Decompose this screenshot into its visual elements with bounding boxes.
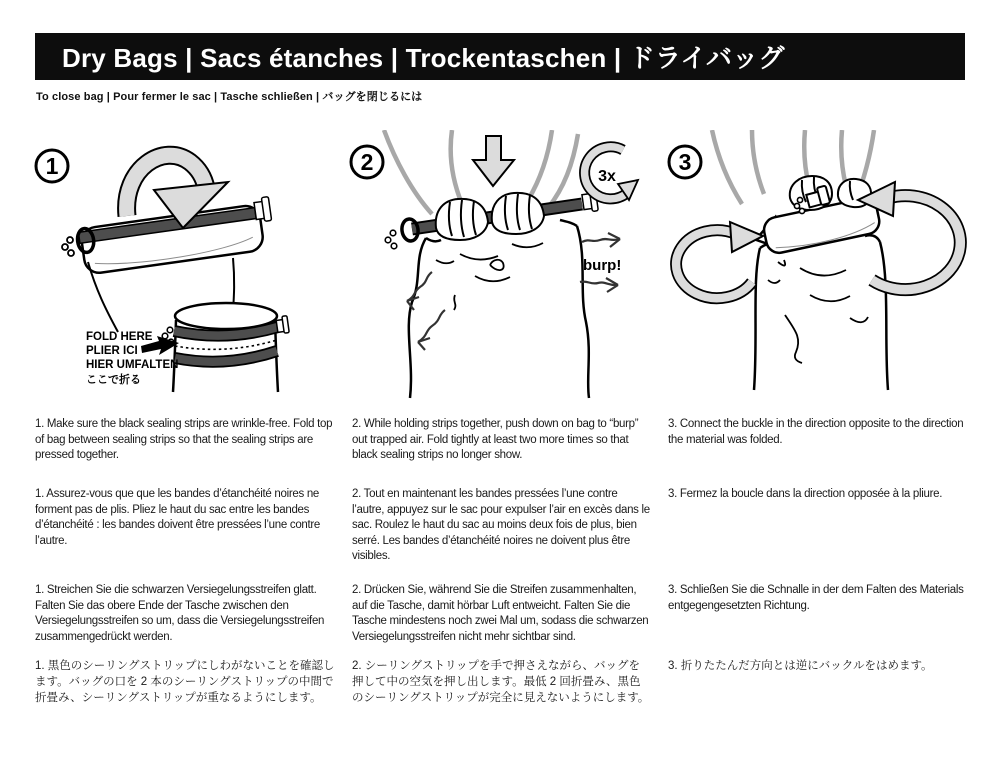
svg-text:HIER UMFALTEN: HIER UMFALTEN xyxy=(86,359,179,371)
step3-number-badge xyxy=(669,146,701,178)
burp-label: burp! xyxy=(583,257,622,274)
instruction-de-step2: 2. Drücken Sie, während Sie die Streifen zusammenhalten, auf die Tasche, damit hörbar Luft entweicht. Falten Sie die Tasche mindestens noch zwei Mal um, sodass die schwarzen Versiegelungsstreifen nicht mehr sichtbar sind. xyxy=(352,584,649,643)
instruction-ja-step2: 2. シーリングストリップを手で押さえながら、バッグを押して中の空気を押し出します。最低 2 回折畳み、黒色のシーリングストリップが完全に見えないようにします。 xyxy=(352,660,650,704)
page-title: Dry Bags | Sacs étanches | Trockentaschen | ドライバッグ xyxy=(62,43,785,73)
instruction-en-step3: 3. Connect the buckle in the direction opposite to the direction the material was folded. xyxy=(668,418,964,446)
svg-text:FOLD HERE: FOLD HERE xyxy=(86,331,153,343)
instruction-fr-step2: 2. Tout en maintenant les bandes pressées l’une contre l’autre, appuyez sur le sac pour expulser l’air en excès dans le sac. Roulez le haut du sac au moins deux fois de plus, bien serré. Les bandes d’étanchéité noires ne doivent plus être visibles. xyxy=(352,488,650,562)
step1-figure xyxy=(30,140,330,405)
instruction-en-step2: 2. While holding strips together, push down on bag to “burp” out trapped air. Fold tightly at least two more times so that black sealing strips no longer show. xyxy=(352,418,639,461)
instruction-de-step3: 3. Schließen Sie die Schnalle in der dem Falten des Materials entgegengesetzten Richtung. xyxy=(668,584,964,612)
bag-wrinkle-lines xyxy=(768,260,868,363)
instruction-ja-step3: 3. 折りたたんだ方向とは逆にバックルをはめます。 xyxy=(668,660,933,672)
rotate-3x-icon xyxy=(585,147,638,200)
svg-text:1: 1 xyxy=(45,153,59,179)
instructions-grid xyxy=(35,417,975,706)
buckle-prongs-icon xyxy=(62,237,74,256)
svg-text:ここで折る: ここで折る xyxy=(86,374,141,386)
step2-number-badge xyxy=(351,146,383,178)
step1-number-badge xyxy=(36,150,68,182)
svg-text:2: 2 xyxy=(360,149,374,175)
step2-figure xyxy=(340,130,650,400)
instruction-de-step1: 1. Streichen Sie die schwarzen Versiegelungsstreifen glatt. Falten Sie das obere Ende der Tasche zwischen den Versiegelungsstreifen so um, dass die Versiegelungsstreifen zusammengedrückt werden. xyxy=(35,584,325,643)
bag-body-illustration xyxy=(409,220,589,398)
svg-text:3x: 3x xyxy=(598,168,616,185)
bag-fold-detail-illustration xyxy=(162,303,289,392)
step3-figure xyxy=(660,130,975,400)
instruction-fr-step3: 3. Fermez la boucle dans la direction opposée à la pliure. xyxy=(668,488,943,500)
instruction-en-step1: 1. Make sure the black sealing strips are wrinkle-free. Fold top of bag between sealing strips so that the sealing strips are pressed together. xyxy=(35,418,333,461)
bag-body-illustration xyxy=(754,235,888,390)
bag-wrinkle-lines xyxy=(436,243,543,310)
push-down-arrow-icon xyxy=(473,136,514,186)
wrap-arrow-left-icon xyxy=(676,222,763,298)
svg-text:3: 3 xyxy=(678,149,692,175)
page-subtitle: To close bag | Pour fermer le sac | Tasche schließen | バッグを閉じるには xyxy=(36,91,423,103)
svg-text:PLIER ICI: PLIER ICI xyxy=(86,345,138,357)
header-bar xyxy=(35,33,965,80)
instruction-fr-step1: 1. Assurez-vous que que les bandes d’étanchéité noires ne forment pas de plis. Pliez le haut du sac entre les bandes d’étanchéité : les bandes doivent être pressées l’une contre l’autre. xyxy=(35,488,321,547)
instruction-ja-step1: 1. 黒色のシーリングストリップにしわがないことを確認します。バッグの口を 2 本のシーリングストリップの中間で折畳み、シーリングストリップが重なるようにします。 xyxy=(35,660,335,704)
